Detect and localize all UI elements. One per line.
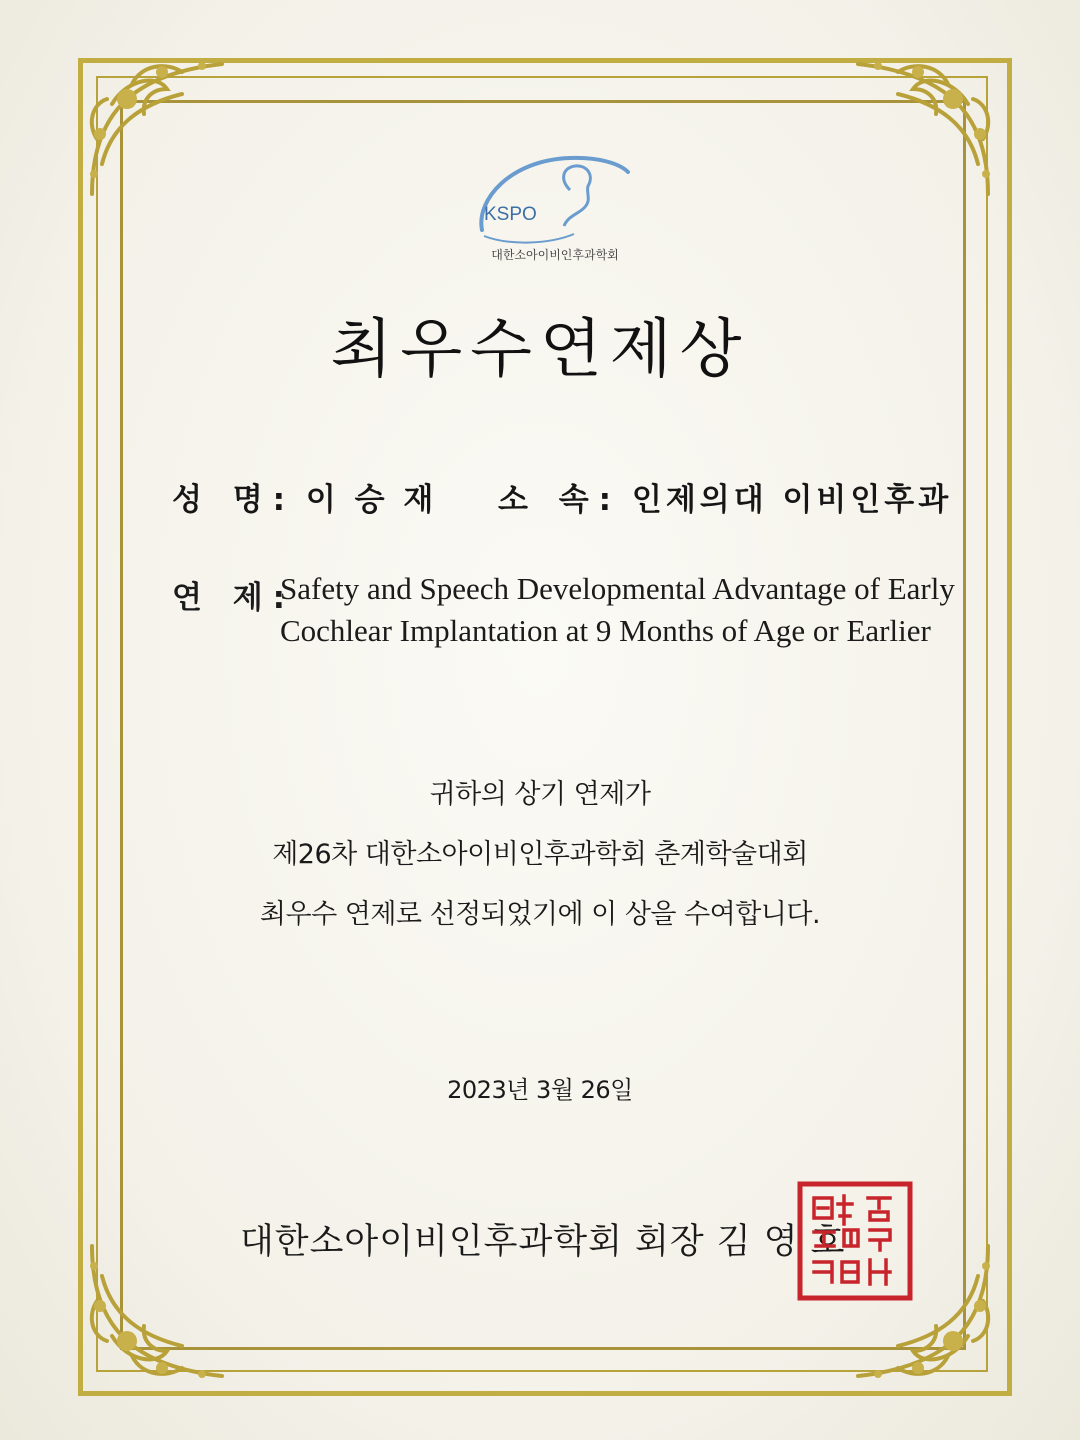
corner-ornament-icon	[838, 44, 1008, 214]
name-row	[172, 474, 437, 519]
inner-border	[120, 100, 966, 1350]
body-line-2: 제26차 대한소아이비인후과학회 춘계학술대회	[272, 839, 808, 870]
official-seal-icon	[796, 1180, 914, 1302]
certificate-title: 최우수연제상	[330, 313, 750, 387]
name-value: 이 승 재	[305, 482, 438, 518]
body-line-3: 최우수 연제로 선정되었기에 이 상을 수여합니다.	[259, 899, 821, 930]
topic-label: 연 제:	[172, 580, 296, 616]
name-label: 성 명:	[172, 482, 296, 518]
logo-text: KSPO	[484, 204, 537, 225]
corner-ornament-icon	[72, 44, 242, 214]
signer-line: 대한소아이비인후과학회 회장 김 영 호	[240, 1222, 846, 1262]
award-date: 2023년 3월 26일	[447, 1076, 633, 1104]
body-line-1: 귀하의 상기 연제가	[429, 779, 651, 810]
affiliation-value: 인제의대 이비인후과	[631, 482, 953, 518]
corner-ornament-icon	[72, 1226, 242, 1396]
topic-text: Safety and Speech Developmental Advantage of Early Cochlear Implantation at 9 Months of Age or Earlier	[280, 571, 955, 648]
affiliation-row	[498, 474, 952, 519]
logo-org-name: 대한소아이비인후과학회	[491, 248, 619, 262]
affiliation-label: 소 속:	[498, 482, 622, 518]
